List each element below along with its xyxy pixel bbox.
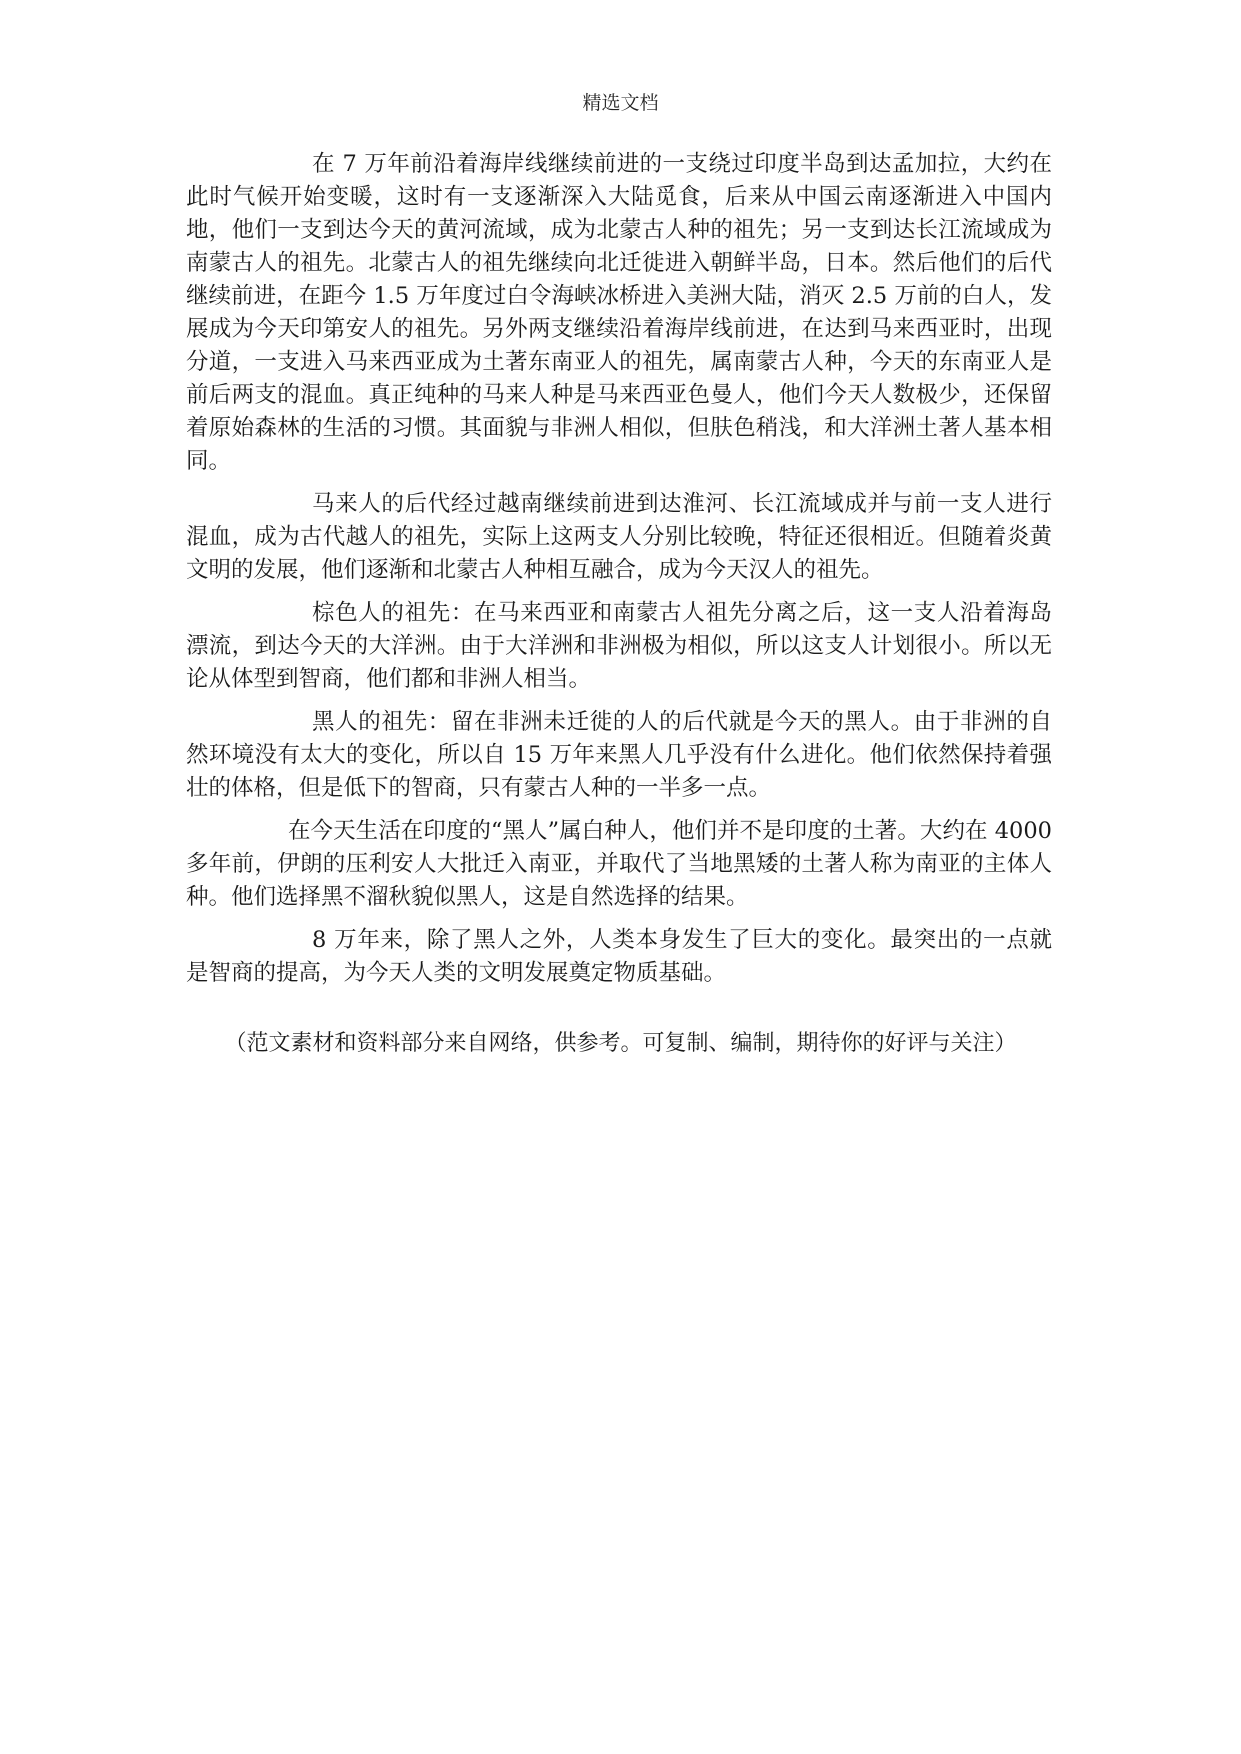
paragraph-black-ancestors: 黑人的祖先：留在非洲未迁徙的人的后代就是今天的黑人。由于非洲的自然环境没有太大的变化，所以自 15 万年来黑人几乎没有什么进化。他们依然保持着强壮的体格，但是低下的智商，只有蒙古人种的一半多一点。 xyxy=(186,709,1052,801)
document-body xyxy=(186,148,1052,1000)
paragraph-migration-east-asia: 在 7 万年前沿着海岸线继续前进的一支绕过印度半岛到达孟加拉，大约在此时气候开始变暖，这时有一支逐渐深入大陆觅食，后来从中国云南逐渐进入中国内地，他们一支到达今天的黄河流域，成为北蒙古人种的祖先；另一支到达长江流域成为南蒙古人的祖先。北蒙古人的祖先继续向北迁徙进入朝鲜半岛，日本。然后他们的后代继续前进，在距今 1.5 万年度过白令海峡冰桥进入美洲大陆，消灭 2.5 万前的白人，发展成为今天印第安人的祖先。另外两支继续沿着海岸线前进，在达到马来西亚时，出现分道，一支进入马来西亚成为土著东南亚人的祖先，属南蒙古人种，今天的东南亚人是前后两支的混血。真正纯种的马来人种是马来西亚色曼人，他们今天人数极少，还保留着原始森林的生活的习惯。其面貌与非洲人相似，但肤色稍浅，和大洋洲土著人基本相同。 xyxy=(186,151,1052,474)
paragraph-conclusion: 8 万年来，除了黑人之外，人类本身发生了巨大的变化。最突出的一点就是智商的提高，为今天人类的文明发展奠定物质基础。 xyxy=(186,927,1052,986)
paragraph-malay-descendants: 马来人的后代经过越南继续前进到达淮河、长江流域成并与前一支人进行混血，成为古代越人的祖先，实际上这两支人分别比较晚，特征还很相近。但随着炎黄文明的发展，他们逐渐和北蒙古人种相互融合，成为今天汉人的祖先。 xyxy=(186,491,1052,583)
paragraph-brown-ancestors: 棕色人的祖先：在马来西亚和南蒙古人祖先分离之后，这一支人沿着海岛漂流，到达今天的大洋洲。由于大洋洲和非洲极为相似，所以这支人计划很小。所以无论从体型到智商，他们都和非洲人相当。 xyxy=(186,600,1052,692)
page-footer-note: （范文素材和资料部分来自网络，供参考。可复制、编制，期待你的好评与关注） xyxy=(224,1031,1017,1056)
page-header: 精选文档 xyxy=(582,92,659,114)
paragraph-india: 在今天生活在印度的“黑人”属白种人，他们并不是印度的土著。大约在 4000 多年前，伊朗的压利安人大批迁入南亚，并取代了当地黑矮的土著人称为南亚的主体人种。他们选择黑不溜秋貌似黑人，这是自然选择的结果。 xyxy=(186,818,1052,910)
